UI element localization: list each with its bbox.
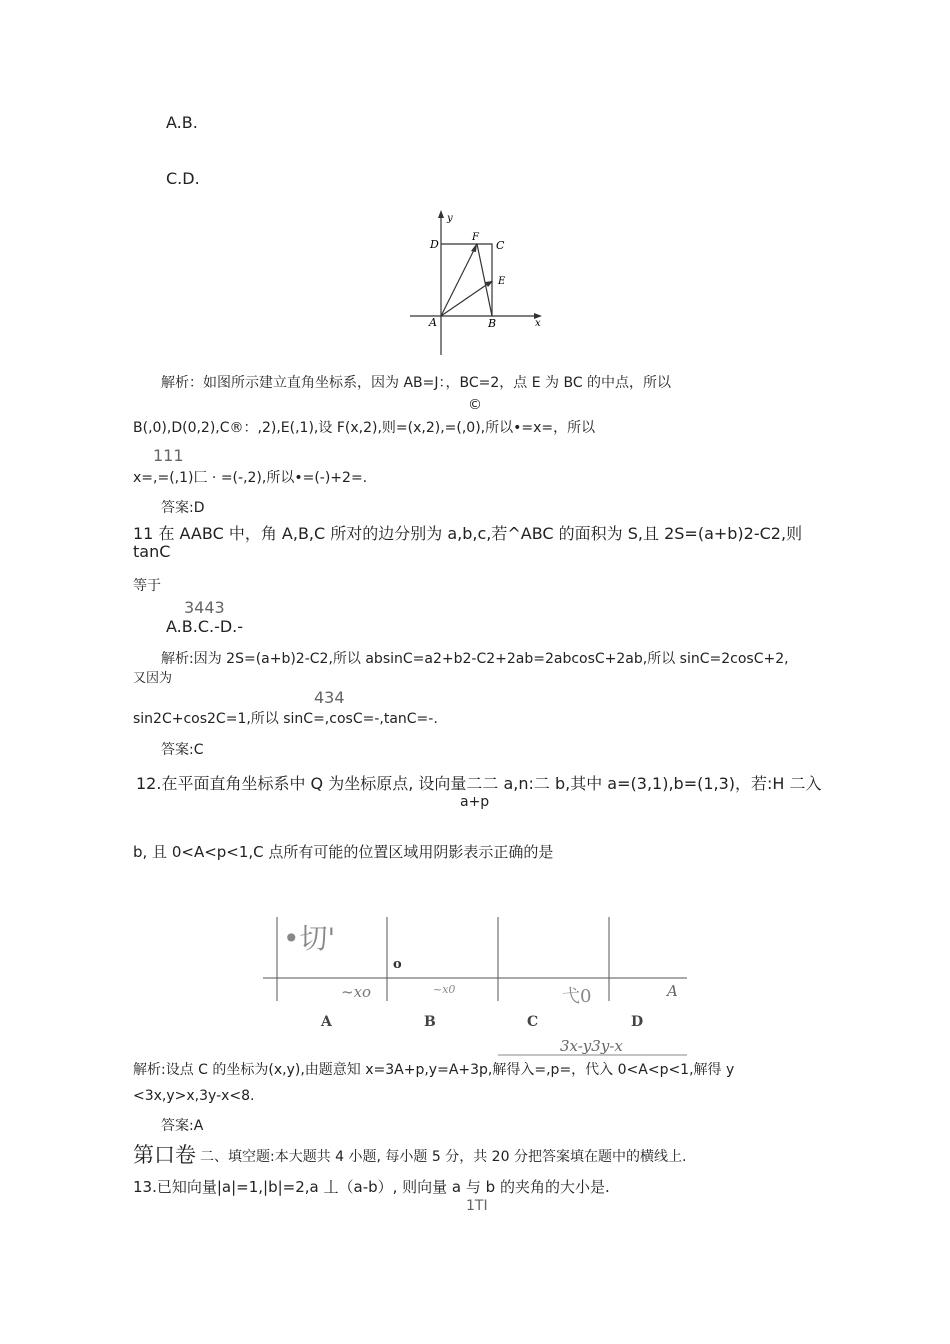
- label-f: F: [472, 232, 479, 243]
- label-d: D: [430, 238, 439, 251]
- label-b: B: [488, 317, 497, 330]
- sol10-symbol: ©: [468, 397, 482, 413]
- fig-label-b: B: [424, 1014, 436, 1030]
- fig-label-a: A: [321, 1014, 332, 1030]
- segment-fb: [477, 244, 492, 316]
- q12-sub: a+p: [460, 794, 490, 810]
- fig-xo1: ~xo: [341, 983, 372, 1001]
- sol10-line3: x=,=(,1)匚 · =(-,2),所以•=(-)+2=.: [133, 470, 368, 486]
- label-x: x: [535, 318, 541, 329]
- q12-line1: 12.在平面直角坐标系中 Q 为坐标原点, 设向量二二 a,n:二 b,其中 a=(3,1),b=(1,3)，若:H 二入: [136, 774, 822, 793]
- part2-text: 二、填空题:本大题共 4 小题, 每小题 5 分，共 20 分把答案填在题中的横线上.: [200, 1149, 687, 1165]
- options-cd: C.D.: [166, 169, 200, 188]
- sol10-answer: 答案:D: [161, 500, 205, 516]
- q13-line1: 13.已知向量|a|=1,|b|=2,a 丄（a-b）, 则向量 a 与 b 的夹角的大小是.: [133, 1178, 610, 1196]
- coordinate-figure: [400, 205, 550, 357]
- fig-o: o: [393, 957, 402, 972]
- q11-sol3: sin2C+cos2C=1,所以 sinC=,cosC=-,tanC=-.: [133, 711, 438, 727]
- fig-label-c: C: [527, 1014, 539, 1030]
- page-footer: 1TI: [466, 1198, 488, 1214]
- fig-xo2: ~x0: [433, 983, 456, 996]
- segment-af: [441, 244, 477, 316]
- q12-answer: 答案:A: [161, 1118, 204, 1134]
- sol10-line1: 解析：如图所示建立直角坐标系，因为 AB=J：，BC=2，点 E 为 BC 的中点，所以: [161, 375, 672, 391]
- label-c: C: [496, 239, 505, 252]
- q12-sol2: <3x,y>x,3y-x<8.: [133, 1088, 255, 1104]
- label-y: y: [447, 213, 453, 224]
- fig-ge0: 弋0: [562, 986, 592, 1007]
- q11-line2: tanC: [133, 542, 171, 561]
- q11-nums2: 434: [314, 688, 345, 707]
- label-a: A: [429, 316, 437, 329]
- sol10-small: 111: [153, 446, 184, 465]
- sol10-line2: B(,0),D(0,2),C®：,2),E(,1),设 F(x,2),则=(x,2),=(,0),所以•=x=，所以: [133, 420, 596, 436]
- fig-label-d: D: [631, 1014, 644, 1030]
- q12-line2: b, 且 0<A<p<1,C 点所有可能的位置区域用阴影表示正确的是: [133, 843, 554, 861]
- segment-ae: [441, 281, 492, 316]
- options-figure: [255, 912, 695, 1060]
- q11-sol2: 又因为: [133, 671, 173, 686]
- q11-line1: 11 在 AABC 中，角 A,B,C 所对的边分别为 a,b,c,若^ABC 的面积为 S,且 2S=(a+b)2-C2,则: [133, 524, 803, 543]
- label-e: E: [498, 276, 506, 287]
- q12-sol1: 解析:设点 C 的坐标为(x,y),由题意知 x=3A+p,y=A+3p,解得入=,p=，代入 0<A<p<1,解得 y: [133, 1062, 735, 1078]
- q11-nums: 3443: [184, 598, 225, 617]
- q11-line3: 等于: [133, 578, 161, 594]
- part2-title: 第口卷: [133, 1143, 196, 1167]
- fig-formula: 3x-y3y-x: [560, 1037, 623, 1055]
- fig-cut-text: •切': [283, 922, 336, 955]
- q11-answer: 答案:C: [161, 742, 204, 758]
- q11-sol1: 解析:因为 2S=(a+b)2-C2,所以 absinC=a2+b2-C2+2ab=2abcosC+2ab,所以 sinC=2cosC+2,: [161, 651, 789, 667]
- fig-a-axis: A: [667, 982, 678, 1000]
- y-arrow: [438, 210, 444, 218]
- q11-options: A.B.C.-D.-: [166, 617, 244, 636]
- options-ab: A.B.: [166, 113, 198, 132]
